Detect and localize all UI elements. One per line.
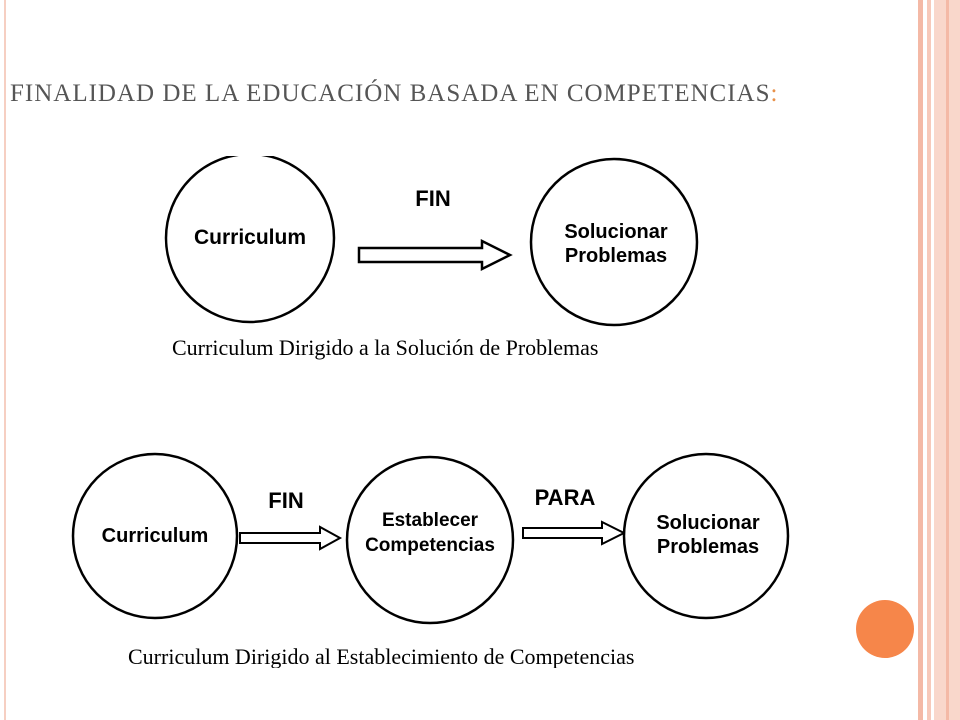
orange-circle-decoration	[856, 600, 914, 658]
d1-caption: Curriculum Dirigido a la Solución de Problemas	[172, 335, 599, 360]
d2-label-problemas: Problemas	[656, 536, 760, 558]
frame-stripe-4	[946, 0, 949, 720]
diagram-2	[73, 454, 788, 668]
diagram-1	[166, 156, 697, 360]
frame-line-left	[4, 0, 6, 720]
d2-caption: Curriculum Dirigido al Establecimiento de Competencias	[128, 644, 635, 668]
d1-label-solucionar: Solucionar	[564, 221, 668, 243]
d2-label-para: PARA	[534, 485, 596, 510]
d2-arrow-para	[523, 522, 624, 544]
d2-label-curriculum: Curriculum	[101, 525, 209, 547]
diagram-canvas	[68, 156, 794, 668]
d1-label-fin: FIN	[415, 186, 451, 211]
diagram-panel	[68, 156, 794, 668]
d2-arrow-fin	[240, 527, 340, 549]
d2-label-establecer: Establecer	[381, 510, 479, 531]
d2-label-competencias: Competencias	[365, 535, 495, 556]
d2-label-solucionar: Solucionar	[656, 512, 760, 534]
slide-title-colon: :	[770, 80, 779, 107]
slide-title	[10, 80, 930, 108]
d1-label-problemas: Problemas	[564, 245, 668, 267]
d2-label-fin: FIN	[268, 488, 304, 513]
frame-stripe-1	[918, 0, 923, 720]
slide-title-text: FINALIDAD DE LA EDUCACIÓN BASADA EN COMPETENCIAS	[10, 80, 771, 107]
frame-stripe-2	[927, 0, 931, 720]
d1-label-curriculum: Curriculum	[193, 226, 307, 249]
d1-arrow-fin	[359, 241, 510, 269]
